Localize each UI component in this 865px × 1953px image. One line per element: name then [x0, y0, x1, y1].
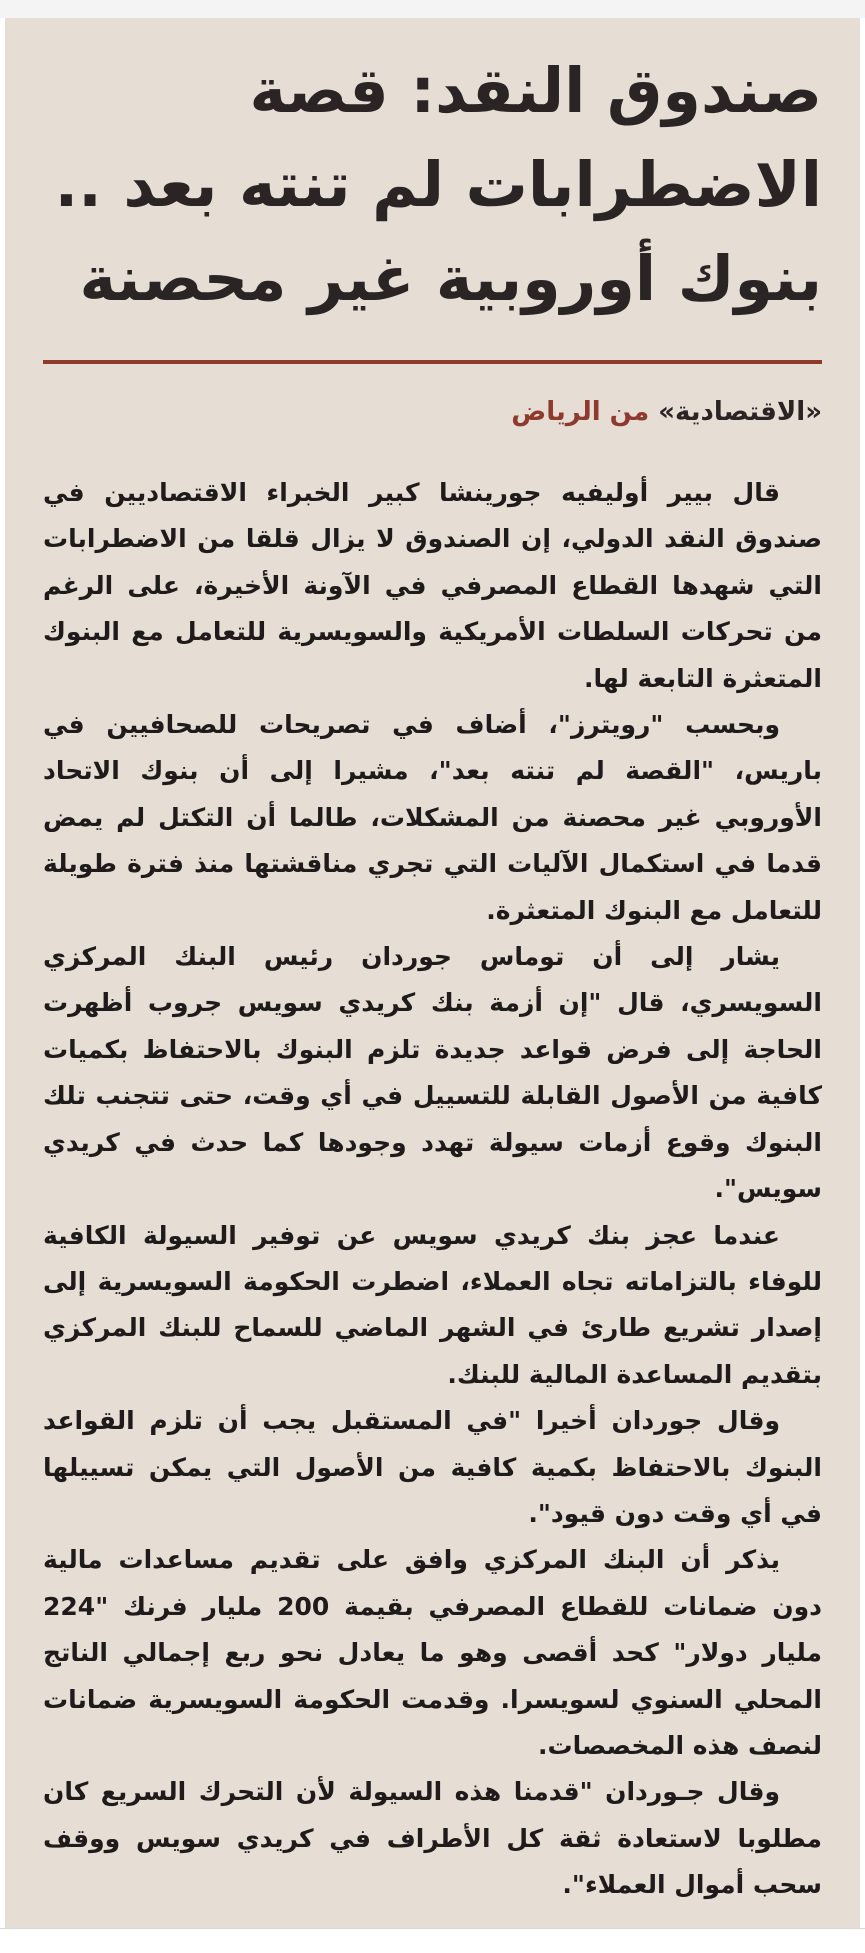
article-card — [5, 18, 860, 1928]
headline-divider — [43, 360, 822, 364]
article-headline: صندوق النقد: قصة الاضطرابات لم تنته بعد .. بنوك أوروبية غير محصنة — [54, 54, 822, 315]
article-paragraph: يشار إلى أن توماس جوردان رئيس البنك المركزي السويسري، قال "إن أزمة بنك كريدي سويس جروب أظهرت الحاجة إلى فرض قواعد جديدة تلزم البنوك بالاحتفاظ بكميات كافية من الأصول القابلة للتسييل في أي وقت، حتى تتجنب تلك البنوك وقوع أزمات سيولة تهدد وجودها كما حدث في كريدي سويس". — [43, 942, 822, 1204]
article-body — [43, 470, 822, 1909]
top-margin — [0, 0, 865, 18]
bottom-margin — [0, 1928, 865, 1953]
article-paragraph: وبحسب "رويترز"، أضاف في تصريحات للصحافيين في باريس، "القصة لم تنته بعد"، مشيرا إلى أن بنوك الاتحاد الأوروبي غير محصنة من المشكلات، طالما أن التكتل لم يمض قدما في استكمال الآليات التي تجري مناقشتها منذ فترة طويلة للتعامل مع البنوك المتعثرة. — [43, 710, 822, 925]
article-paragraph: عندما عجز بنك كريدي سويس عن توفير السيولة الكافية للوفاء بالتزاماته تجاه العملاء، اضطرت الحكومة السويسرية إلى إصدار تشريع طارئ في الشهر الماضي للسماح للبنك المركزي بتقديم المساعدة المالية للبنك. — [43, 1220, 822, 1389]
article-paragraph: قال بيير أوليفيه جورينشا كبير الخبراء الاقتصاديين في صندوق النقد الدولي، إن الصندوق لا يزال قلقا من الاضطرابات التي شهدها القطاع المصرفي في الآونة الأخيرة، على الرغم من تحركات السلطات الأمريكية والسويسرية للتعامل مع البنوك المتعثرة التابعة لها. — [43, 478, 822, 693]
article-paragraph: يذكر أن البنك المركزي وافق على تقديم مساعدات مالية دون ضمانات للقطاع المصرفي بقيمة 200 مليار فرنك "224 مليار دولار" كحد أقصى وهو ما يعادل نحو ربع إجمالي الناتج المحلي السنوي لسويسرا. وقدمت الحكومة السويسرية ضمانات لنصف هذه المخصصات. — [43, 1545, 822, 1760]
article-paragraph: وقال جـوردان "قدمنا هذه السيولة لأن التحرك السريع كان مطلوبا لاستعادة ثقة كل الأطراف في كريدي سويس ووقف سحب أموال العملاء". — [43, 1777, 822, 1900]
article-paragraph: وقال جوردان أخيرا "في المستقبل يجب أن تلزم القواعد البنوك بالاحتفاظ بكمية كافية من الأصول التي يمكن تسييلها في أي وقت دون قيود". — [43, 1406, 822, 1528]
byline-place: من الرياض — [511, 397, 650, 427]
byline-source: «الاقتصادية» — [658, 397, 822, 427]
byline — [43, 392, 822, 432]
